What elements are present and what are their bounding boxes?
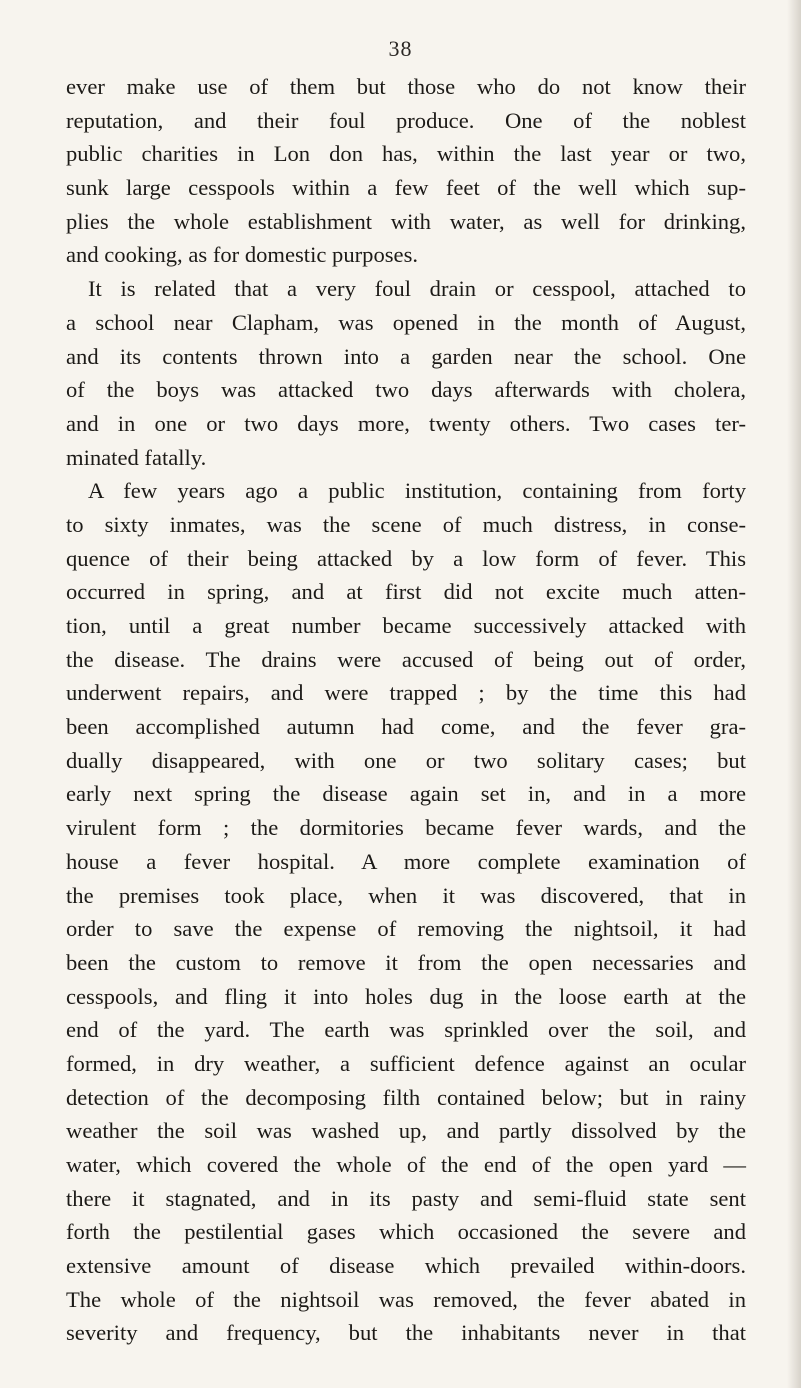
text-line: there it stagnated, and in its pasty and semi-fluid state sent xyxy=(66,1185,746,1211)
text-line: sunk large cesspools within a few feet of the well which sup- xyxy=(66,175,746,201)
text-line: a school near Clapham, was opened in the month of August, xyxy=(66,309,746,335)
text-line: of the boys was attacked two days afterwards with cholera, xyxy=(66,377,746,403)
text-line: public charities in Lon don has, within the last year or two, xyxy=(66,141,746,167)
text-line: underwent repairs, and were trapped ; by the time this had xyxy=(66,680,746,706)
text-line: extensive amount of disease which prevailed within-doors. xyxy=(66,1253,746,1279)
text-line: house a fever hospital. A more complete examination of xyxy=(66,848,746,874)
text-line: end of the yard. The earth was sprinkled over the soil, and xyxy=(66,1017,746,1043)
text-line: occurred in spring, and at first did not excite much atten- xyxy=(66,579,746,605)
text-line: to sixty inmates, was the scene of much distress, in conse- xyxy=(66,511,746,537)
text-line: minated fatally. xyxy=(66,444,207,470)
text-line: dually disappeared, with one or two solitary cases; but xyxy=(66,747,746,773)
text-line: cesspools, and fling it into holes dug in the loose earth at the xyxy=(66,983,746,1009)
body-text xyxy=(66,70,746,1350)
text-line: and cooking, as for domestic purposes. xyxy=(66,242,419,268)
text-line: reputation, and their foul produce. One of the noblest xyxy=(66,107,746,133)
text-line: tion, until a great number became successively attacked with xyxy=(66,613,746,638)
text-line: A few years ago a public institution, containing from forty xyxy=(88,478,746,504)
text-line: It is related that a very foul drain or cesspool, attached to xyxy=(88,276,746,302)
text-line: detection of the decomposing filth contained below; but in rainy xyxy=(66,1084,746,1110)
text-line: and its contents thrown into a garden near the school. One xyxy=(66,343,746,369)
text-line: been accomplished autumn had come, and the fever gra- xyxy=(66,714,746,740)
page-number: 38 xyxy=(388,36,413,61)
text-line: early next spring the disease again set in, and in a more xyxy=(66,781,746,807)
text-line: severity and frequency, but the inhabitants never in that xyxy=(66,1320,746,1346)
text-line: forth the pestilential gases which occasioned the severe and xyxy=(66,1219,746,1245)
text-line: quence of their being attacked by a low form of fever. This xyxy=(66,545,746,571)
text-line: and in one or two days more, twenty others. Two cases ter- xyxy=(66,410,746,436)
text-line: order to save the expense of removing the nightsoil, it had xyxy=(66,916,746,942)
text-line: the disease. The drains were accused of being out of order, xyxy=(66,646,746,672)
text-line: weather the soil was washed up, and partly dissolved by the xyxy=(66,1118,746,1144)
text-line: the premises took place, when it was discovered, that in xyxy=(66,882,746,908)
text-line: been the custom to remove it from the open necessaries and xyxy=(66,949,746,975)
text-line: The whole of the nightsoil was removed, the fever abated in xyxy=(66,1286,746,1312)
text-line: plies the whole establishment with water, as well for drinking, xyxy=(66,208,746,234)
text-line: ever make use of them but those who do not know their xyxy=(66,74,746,99)
text-line: formed, in dry weather, a sufficient defence against an ocular xyxy=(66,1050,746,1076)
page-edge-shadow xyxy=(787,0,801,1388)
text-line: water, which covered the whole of the end of the open yard — xyxy=(66,1152,746,1177)
text-line: virulent form ; the dormitories became fever wards, and the xyxy=(66,815,746,841)
